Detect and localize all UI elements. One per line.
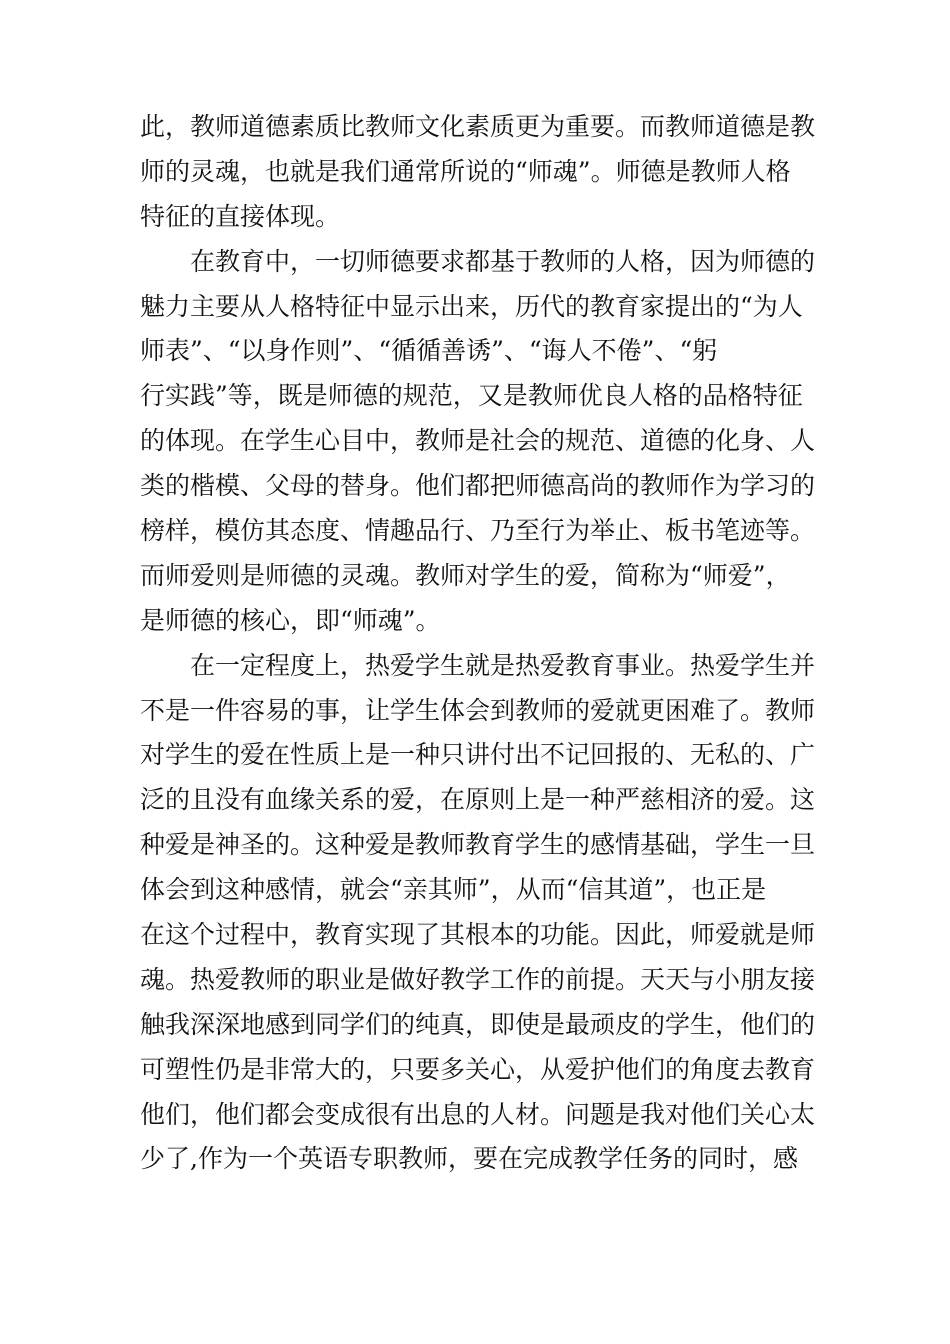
text-line: 的体现。在学生心目中，教师是社会的规范、道德的化身、人	[140, 426, 816, 456]
text-line: 可塑性仍是非常大的，只要多关心，从爱护他们的角度去教育	[140, 1054, 816, 1084]
text-line: 魅力主要从人格特征中显示出来，历代的教育家提出的“为人	[140, 291, 803, 321]
text-line: 触我深深地感到同学们的纯真，即使是最顽皮的学生，他们的	[140, 1009, 816, 1039]
text-line: 行实践”等，既是师德的规范，又是教师优良人格的品格特征	[140, 381, 803, 411]
paragraph-2	[140, 240, 840, 644]
text-line: 泛的且没有血缘关系的爱，在原则上是一种严慈相济的爱。这	[140, 785, 816, 815]
text-line: 而师爱则是师德的灵魂。教师对学生的爱，简称为“师爱”，	[140, 560, 791, 590]
text-line: 在一定程度上，热爱学生就是热爱教育事业。热爱学生并	[190, 650, 816, 680]
text-line: 特征的直接体现。	[140, 201, 341, 231]
text-line: 在教育中，一切师德要求都基于教师的人格，因为师德的	[190, 246, 816, 276]
text-line: 不是一件容易的事，让学生体会到教师的爱就更困难了。教师	[140, 695, 816, 725]
text-line: 师表”、“以身作则”、“循循善诱”、“诲人不倦”、“躬	[140, 336, 718, 366]
text-line: 师的灵魂，也就是我们通常所说的“师魂”。师德是教师人格	[140, 156, 791, 186]
text-line: 榜样，模仿其态度、情趣品行、乃至行为举止、板书笔迹等。	[140, 516, 816, 546]
text-line: 他们，他们都会变成很有出息的人材。问题是我对他们关心太	[140, 1099, 816, 1129]
paragraph-1	[140, 105, 840, 240]
text-line: 此，教师道德素质比教师文化素质更为重要。而教师道德是教	[140, 112, 816, 141]
text-line: 对学生的爱在性质上是一种只讲付出不记回报的、无私的、广	[140, 740, 816, 770]
text-line: 魂。热爱教师的职业是做好教学工作的前提。天天与小朋友接	[140, 964, 816, 994]
text-line: 体会到这种感情，就会“亲其师”，从而“信其道”，也正是	[140, 875, 767, 905]
text-line: 是师德的核心，即“师魂”。	[140, 605, 441, 635]
text-line: 种爱是神圣的。这种爱是教师教育学生的感情基础，学生一旦	[140, 830, 816, 860]
paragraph-3	[140, 644, 840, 1183]
body-text	[140, 105, 840, 1182]
text-line: 类的楷模、父母的替身。他们都把师德高尚的教师作为学习的	[140, 471, 816, 501]
text-line: 在这个过程中，教育实现了其根本的功能。因此，师爱就是师	[140, 920, 816, 950]
text-line: 少了,作为一个英语专职教师，要在完成教学任务的同时，感	[140, 1144, 798, 1174]
